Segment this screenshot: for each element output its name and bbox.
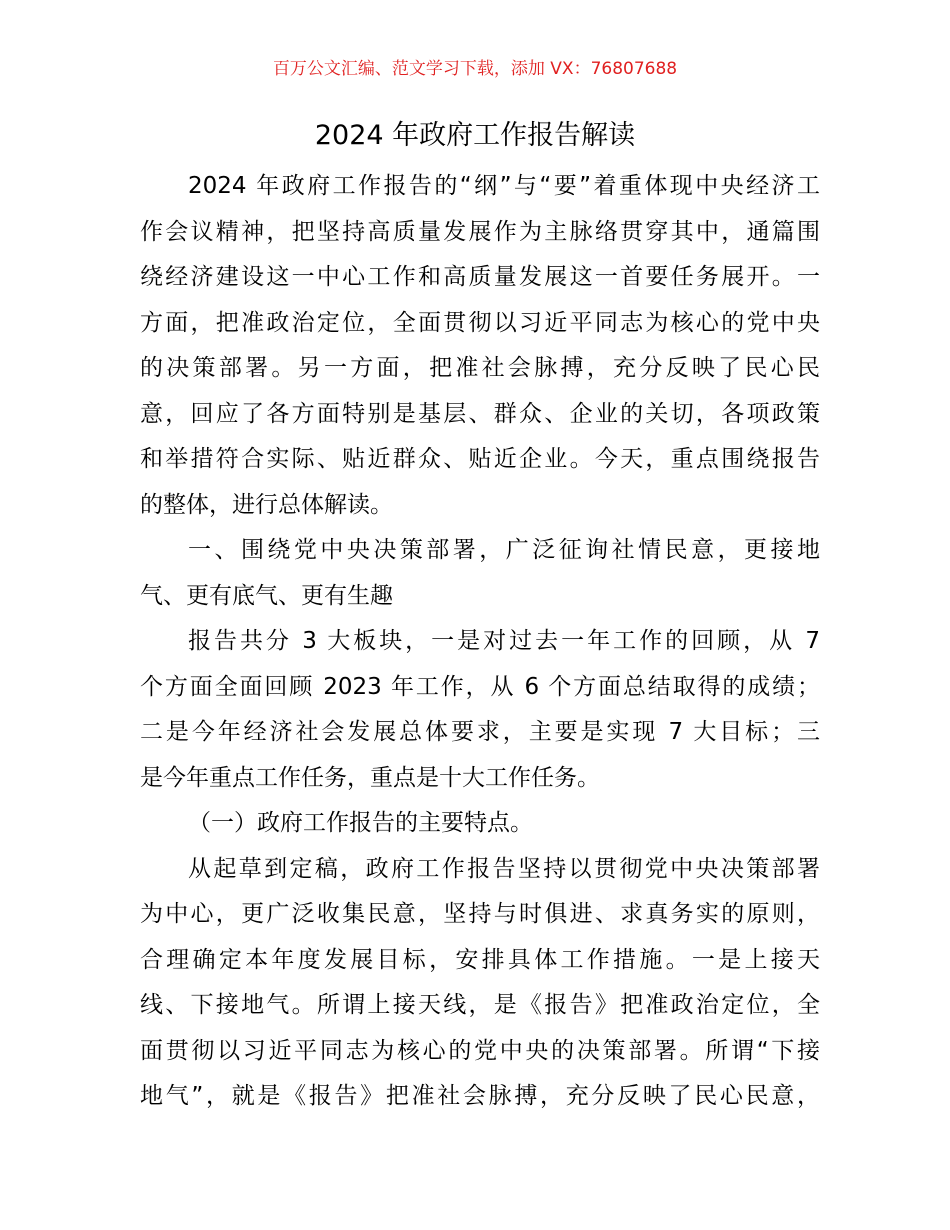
subsection-heading-1 <box>140 801 820 847</box>
text-line: （一）政府工作报告的主要特点。 <box>188 810 533 836</box>
text-line: 二是今年经济社会发展总体要求，主要是实现 7 大目标；三 <box>140 719 820 745</box>
section-heading-1 <box>140 528 820 619</box>
document-body <box>140 164 820 1120</box>
text-line: 作会议精神，把坚持高质量发展作为主脉络贯穿其中，通篇围 <box>140 218 820 245</box>
text-line: 为中心，更广泛收集民意，坚持与时俱进、求真务实的原则， <box>140 901 820 927</box>
text-line: 的整体，进行总体解读。 <box>140 491 393 518</box>
text-line: 2024 年政府工作报告的“纲”与“要”着重体现中央经济工 <box>188 173 820 199</box>
text-line: 气、更有底气、更有生趣 <box>140 582 393 609</box>
watermark-banner: 百万公文汇编、范文学习下载，添加 VX：76807688 <box>272 59 678 79</box>
text-line: 和举措符合实际、贴近群众、贴近企业。今天，重点围绕报告 <box>140 446 820 472</box>
text-line: 线、下接地气。所谓上接天线，是《报告》把准政治定位，全 <box>140 992 820 1018</box>
text-line: 方面，把准政治定位，全面贯彻以习近平同志为核心的党中央 <box>140 309 820 336</box>
text-line: 个方面全面回顾 2023 年工作，从 6 个方面总结取得的成绩； <box>140 673 820 700</box>
text-line: 的决策部署。另一方面，把准社会脉搏，充分反映了民心民 <box>140 355 820 381</box>
paragraph-features <box>140 847 820 1120</box>
document-title: 2024 年政府工作报告解读 <box>314 120 636 151</box>
text-line: 报告共分 3 大板块，一是对过去一年工作的回顾，从 7 <box>188 628 820 654</box>
text-line: 绕经济建设这一中心工作和高质量发展这一首要任务展开。一 <box>140 264 820 290</box>
text-line: 从起草到定稿，政府工作报告坚持以贯彻党中央决策部署 <box>188 855 820 882</box>
text-line: 地气”，就是《报告》把准社会脉搏，充分反映了民心民意， <box>140 1083 820 1109</box>
text-line: 面贯彻以习近平同志为核心的党中央的决策部署。所谓“下接 <box>140 1037 820 1064</box>
paragraph-intro <box>140 164 820 528</box>
paragraph-structure <box>140 619 820 801</box>
text-line: 一、围绕党中央决策部署，广泛征询社情民意，更接地 <box>188 537 820 563</box>
text-line: 意，回应了各方面特别是基层、群众、企业的关切，各项政策 <box>140 400 820 427</box>
text-line: 合理确定本年度发展目标，安排具体工作措施。一是上接天 <box>140 946 820 973</box>
text-line: 是今年重点工作任务，重点是十大工作任务。 <box>140 764 600 791</box>
